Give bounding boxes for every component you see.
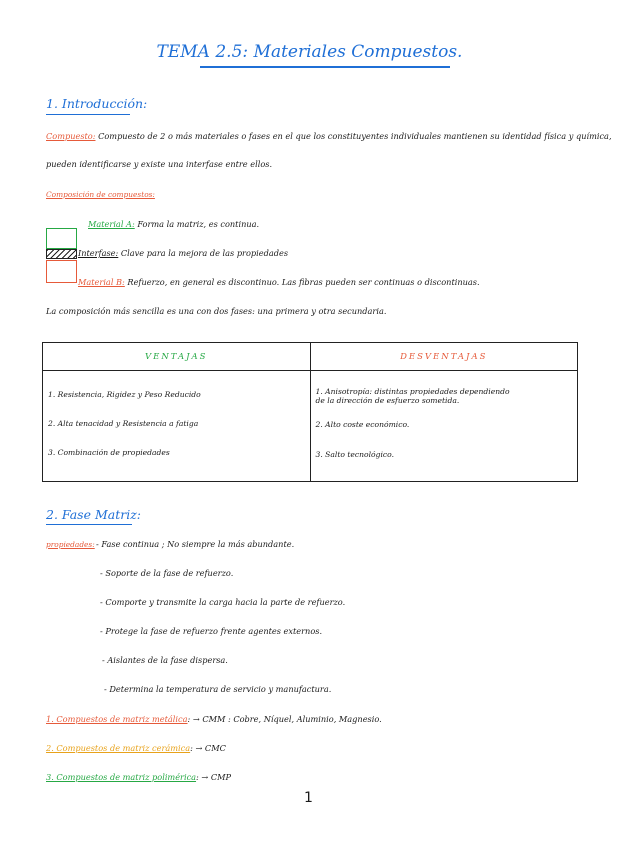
matrix-type-cmp (46, 772, 231, 782)
property-item: - Soporte de la fase de refuerzo. (100, 568, 234, 578)
property-item: - Fase continua ; No siempre la más abundante. (96, 539, 295, 549)
composition-label: Composición de compuestos: (46, 190, 155, 199)
intro-heading-underline (46, 114, 130, 115)
ventaja-item: 1. Resistencia, Rigidez y Peso Reducido (48, 390, 201, 399)
page-title: TEMA 2.5: Materiales Compuestos. (156, 42, 463, 62)
desventajas-header: DESVENTAJAS (400, 352, 488, 362)
interface-label: Interfase: (78, 248, 119, 258)
ventajas-header: VENTAJAS (145, 352, 208, 362)
definition-text-1: Compuesto de 2 o más materiales o fases en el que los constituyentes individuales mantienen su identidad física y química, (98, 131, 612, 141)
cmp-text: : → CMP (196, 772, 232, 782)
interface-hatch (46, 249, 77, 259)
title-underline (200, 66, 450, 68)
interface-text: Clave para la mejora de las propiedades (120, 248, 289, 258)
cmc-text: : → CMC (190, 743, 226, 753)
material-a-label: Material A: (88, 219, 135, 229)
material-a-line (88, 219, 259, 229)
material-b-box (46, 260, 77, 283)
matrix-heading-underline (46, 524, 132, 525)
definition-line-2: pueden identificarse y existe una interfase entre ellos. (46, 159, 273, 169)
desventaja-item: 3. Salto tecnológico. (315, 450, 395, 459)
ventaja-item: 2. Alta tenacidad y Resistencia a fatiga (48, 419, 199, 428)
cmm-text: : → CMM : Cobre, Níquel, Aluminio, Magnesio. (187, 714, 382, 724)
properties-label: propiedades: (46, 540, 95, 549)
definition-label: Compuesto: (46, 131, 96, 141)
ventajas-cell (43, 371, 311, 482)
material-a-box (46, 228, 77, 249)
ventajas-header-cell (43, 343, 311, 371)
material-a-text: Forma la matriz, es continua. (137, 219, 260, 229)
desventaja-item: 1. Anisotropía: distintas propiedades dependiendo de la dirección de esfuerzo sometida. (315, 387, 510, 405)
desventajas-header-cell (310, 343, 578, 371)
desventaja-item: 2. Alto coste económico. (315, 420, 410, 429)
desventajas-cell (310, 371, 578, 482)
advantages-table (42, 342, 578, 482)
property-item: - Determina la temperatura de servicio y manufactura. (104, 684, 332, 694)
cmm-label: 1. Compuestos de matriz metálica (46, 714, 188, 724)
property-item: - Protege la fase de refuerzo frente agentes externos. (100, 626, 323, 636)
intro-heading: 1. Introducción: (46, 96, 148, 111)
cmp-label: 3. Compuestos de matriz polimérica (46, 772, 197, 782)
matrix-type-cmc (46, 743, 226, 753)
material-b-text: Refuerzo, en general es discontinuo. Las fibras pueden ser continuas o discontinuas. (127, 277, 480, 287)
ventaja-item: 3. Combinación de propiedades (48, 448, 170, 457)
definition-line-1 (46, 131, 612, 141)
matrix-heading: 2. Fase Matriz: (46, 507, 142, 522)
property-item: - Aislantes de la fase dispersa. (102, 655, 228, 665)
material-b-line (78, 277, 480, 287)
cmc-label: 2. Compuestos de matriz cerámica (46, 743, 191, 753)
property-item: - Comporte y transmite la carga hacia la parte de refuerzo. (100, 597, 346, 607)
composition-note: La composición más sencilla es una con dos fases: una primera y otra secundaria. (46, 306, 387, 316)
page-number: 1 (304, 790, 313, 806)
matrix-type-cmm (46, 714, 382, 724)
interface-line (78, 248, 288, 258)
material-b-label: Material B: (78, 277, 125, 287)
